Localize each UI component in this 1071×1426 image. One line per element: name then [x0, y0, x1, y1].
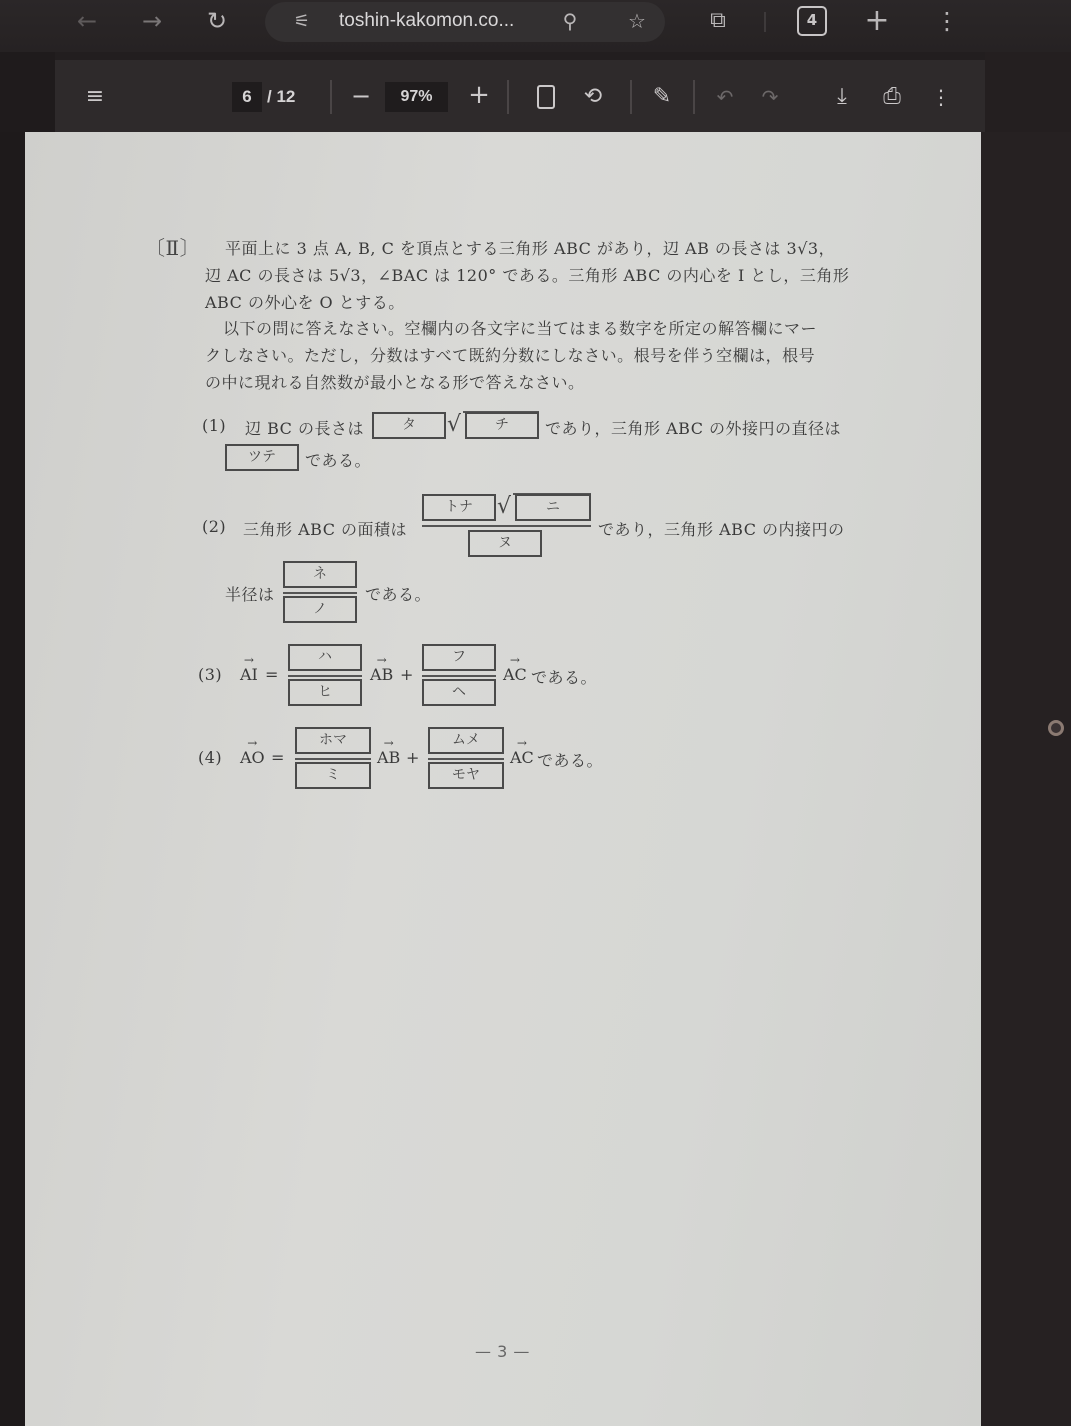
- answer-box-he: ヘ: [422, 679, 496, 706]
- fraction-bar: [422, 525, 591, 527]
- vector-ab: [370, 653, 394, 684]
- instruction-line-2: クしなさい。ただし，分数はすべて既約分数にしなさい。根号を伴う空欄は，根号: [205, 346, 816, 365]
- equals-sign: =: [271, 748, 285, 767]
- url-text[interactable]: toshin-kakomon.co...: [339, 10, 515, 31]
- page-footer-number: — 3 —: [475, 1342, 530, 1361]
- divider: [507, 80, 509, 114]
- fraction-bar: [288, 675, 362, 677]
- divider: [693, 80, 695, 114]
- kebab-icon[interactable]: ⋮: [935, 7, 959, 35]
- q3-number: (3): [198, 665, 223, 684]
- more-options-icon[interactable]: ⋮: [931, 85, 951, 109]
- answer-box-mi: ミ: [295, 762, 371, 789]
- page-total: / 12: [267, 87, 296, 106]
- answer-box-ne: ネ: [283, 561, 357, 588]
- vector-ac: [510, 736, 534, 767]
- hamburger-menu-icon[interactable]: ≡: [85, 84, 105, 109]
- q1-text-b: であり，三角形 ABC の外接円の直径は: [545, 419, 842, 438]
- vector-arrow-icon: →: [247, 736, 258, 750]
- q3-tail: である。: [531, 668, 598, 687]
- answer-box-tsute: ツテ: [225, 444, 299, 471]
- q1-text-a: 辺 BC の長さは: [245, 419, 364, 438]
- q2-number: (2): [202, 517, 227, 536]
- zoom-level-input[interactable]: 97%: [385, 82, 448, 112]
- undo-icon[interactable]: ↶: [716, 85, 734, 109]
- plus-sign: +: [400, 665, 414, 684]
- answer-box-chi: チ: [465, 412, 539, 439]
- pdf-toolbar: [55, 60, 985, 132]
- annotate-pen-icon[interactable]: ✎: [652, 84, 672, 109]
- fraction-bar: [428, 758, 504, 760]
- answer-box-homa: ホマ: [295, 727, 371, 754]
- fit-page-icon[interactable]: [533, 82, 559, 112]
- q1-number: (1): [202, 416, 227, 435]
- download-icon[interactable]: ⤓: [837, 84, 847, 109]
- page-number-input[interactable]: 6: [232, 82, 262, 112]
- answer-box-ta: タ: [372, 412, 446, 439]
- browser-toolbar: [0, 0, 1071, 52]
- divider: [630, 80, 632, 114]
- q4-tail: である。: [537, 751, 604, 770]
- fraction-bar: [422, 675, 496, 677]
- vector-ab: [377, 736, 401, 767]
- q2-text-b: であり，三角形 ABC の内接円の: [598, 520, 845, 539]
- equals-sign: =: [265, 665, 279, 684]
- puzzle-icon[interactable]: ⧉: [710, 8, 726, 33]
- q2-text-a: 三角形 ABC の面積は: [243, 520, 408, 539]
- zoom-out-button[interactable]: −: [350, 82, 372, 110]
- vector-arrow-icon: →: [516, 736, 527, 750]
- answer-box-ha: ハ: [288, 644, 362, 671]
- section-label: 〔Ⅱ〕: [145, 236, 201, 260]
- vector-label: AC: [510, 748, 534, 767]
- bezel-left: [0, 52, 55, 132]
- vector-label: AO: [240, 748, 265, 767]
- print-icon[interactable]: ⎙: [883, 84, 901, 109]
- sqrt-sign: √: [447, 412, 462, 437]
- zoom-in-button[interactable]: +: [468, 80, 490, 110]
- reload-icon[interactable]: ↻: [206, 7, 228, 35]
- q2-text-c: 半径は: [225, 585, 275, 604]
- fraction-bar: [295, 758, 371, 760]
- address-bar[interactable]: [265, 2, 665, 42]
- magnifier-icon[interactable]: ⚲: [562, 9, 578, 33]
- vector-arrow-icon: →: [509, 653, 520, 667]
- arrow-right-icon[interactable]: →: [141, 7, 163, 35]
- answer-box-tona: トナ: [422, 494, 496, 521]
- answer-box-nu: ヌ: [468, 530, 542, 557]
- intro-line-1: 平面上に 3 点 A, B, C を頂点とする三角形 ABC があり，辺 AB の長さは 3√3，: [225, 239, 836, 258]
- intro-line-3: ABC の外心を O とする。: [205, 293, 405, 312]
- pdf-page: [25, 132, 981, 1426]
- tab-count-button[interactable]: 4: [797, 6, 827, 36]
- fraction-bar: [283, 592, 357, 594]
- instruction-line-1: 以下の問に答えなさい。空欄内の各文字に当てはまる数字を所定の解答欄にマー: [223, 319, 818, 338]
- arrow-left-icon[interactable]: ←: [76, 7, 98, 35]
- divider: [330, 80, 332, 114]
- answer-box-fu: フ: [422, 644, 496, 671]
- redo-icon[interactable]: ↷: [761, 85, 779, 109]
- vector-ai: [240, 653, 258, 684]
- fit-page-glyph: [537, 85, 555, 109]
- plus-sign: +: [406, 748, 420, 767]
- vector-ao: [240, 736, 265, 767]
- answer-box-mume: ムメ: [428, 727, 504, 754]
- star-icon[interactable]: ☆: [628, 9, 646, 33]
- answer-box-no: ノ: [283, 596, 357, 623]
- vector-label: AB: [377, 748, 401, 767]
- rotate-icon[interactable]: ⟲: [583, 84, 603, 109]
- tune-icon[interactable]: ⚟: [293, 11, 311, 32]
- vector-arrow-icon: →: [243, 653, 254, 667]
- chrome-gap: [0, 52, 1071, 60]
- scrollbar-thumb[interactable]: [1048, 720, 1064, 736]
- answer-box-ni: ニ: [515, 494, 591, 521]
- vector-label: AB: [370, 665, 394, 684]
- plus-icon[interactable]: +: [864, 3, 890, 38]
- viewer-left-margin: [0, 132, 25, 1426]
- divider: [764, 12, 766, 32]
- q1-text-c: である。: [305, 451, 372, 470]
- vector-label: AC: [503, 665, 527, 684]
- bezel-right: [985, 52, 1071, 132]
- answer-box-moya: モヤ: [428, 762, 504, 789]
- instruction-line-3: の中に現れる自然数が最小となる形で答えなさい。: [205, 373, 585, 392]
- answer-box-hi: ヒ: [288, 679, 362, 706]
- viewer-right-margin: [981, 132, 1071, 1426]
- vector-label: AI: [240, 665, 258, 684]
- vector-arrow-icon: →: [383, 736, 394, 750]
- q4-number: (4): [198, 748, 223, 767]
- vector-arrow-icon: →: [376, 653, 387, 667]
- intro-line-2: 辺 AC の長さは 5√3，∠BAC は 120° である。三角形 ABC の内心を I とし，三角形: [205, 266, 850, 285]
- sqrt-sign: √: [497, 494, 512, 519]
- vector-ac: [503, 653, 527, 684]
- q2-text-d: である。: [365, 585, 432, 604]
